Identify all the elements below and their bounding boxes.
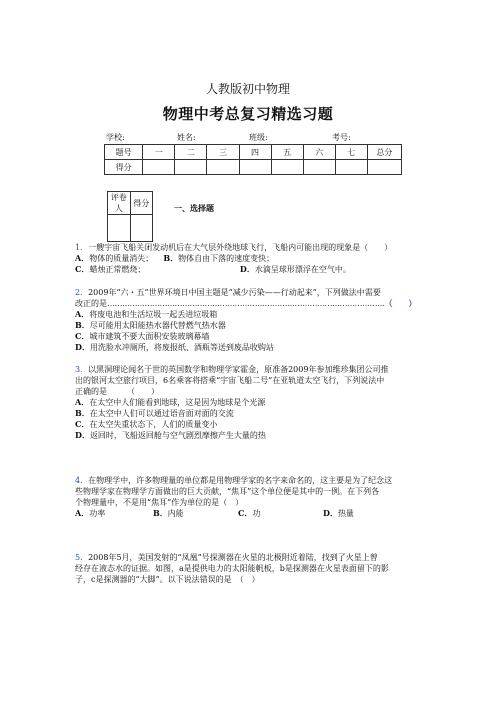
option-b[interactable]: B．在太空中人们可以通过语音面对面的交流 <box>75 408 234 418</box>
question-stem: 2．2009年“六・五”世界环境日中国主题是“减少污染——行动起来”，下列做法中需要 <box>75 288 381 297</box>
option-a[interactable]: A．将废电池和生活垃圾一起丢进垃圾箱 <box>75 309 218 319</box>
score-input-cell[interactable] <box>143 160 175 175</box>
score-input-cell[interactable] <box>303 160 335 175</box>
option-row <box>75 508 420 519</box>
option-b[interactable]: B．物体自由下落的速度变快； <box>163 253 275 263</box>
option-b[interactable]: B．内能 <box>153 508 184 518</box>
option-a[interactable]: A．物体的质量消失； <box>75 253 154 263</box>
student-info-row <box>106 132 406 144</box>
score-table-cell: 一 <box>143 145 175 160</box>
option-c[interactable]: C．城市建筑不要大面积安装玻璃幕墙 <box>75 331 210 341</box>
score-table-cell: 三 <box>207 145 239 160</box>
score-table-cell: 得分 <box>105 160 143 175</box>
grader-score-label: 得分 <box>130 192 153 215</box>
option-c[interactable]: C．功 <box>238 508 261 518</box>
class-label: 班级: <box>249 133 268 142</box>
option-d[interactable]: D．用洗脸水冲厕所，将废报纸、酒瓶等送到废品收购站 <box>75 342 274 352</box>
question-stem: 1．一艘宇宙飞船关闭发动机后在大气层外绕地球飞行，飞船内可能出现的现象是（ ） <box>75 243 393 252</box>
option-d[interactable]: D．热量 <box>323 508 354 518</box>
score-table-cell: 题号 <box>105 145 143 160</box>
score-table-header-row <box>105 145 402 160</box>
score-input-cell[interactable] <box>175 160 207 175</box>
question-1 <box>75 242 420 275</box>
option-d[interactable]: D．返回时，飞船返回舱与空气剧烈摩擦产生大量的热 <box>75 430 266 440</box>
question-stem-cont: 些物理学家在物理学方面做出的巨大贡献，“焦耳”这个单位便是其中的一例。在下列各 <box>75 487 380 496</box>
score-input-cell[interactable] <box>207 160 239 175</box>
question-stem-cont: 经存在液态水的证据。如图，a是提供电力的太阳能帆板，b是探测器在火星表面留下的影 <box>75 564 389 573</box>
grader-input-cell[interactable] <box>108 215 131 242</box>
grader-label: 评卷人 <box>108 192 131 215</box>
exam-number-label: 考号: <box>332 133 351 142</box>
option-row <box>75 264 420 275</box>
question-stem-cont: 出的银河太空旅行项目，6名乘客将搭乘“宇宙飞船二号”在亚轨道太空飞行，下列说法中 <box>75 376 385 385</box>
section-heading: 一、选择题 <box>174 203 214 213</box>
question-stem: 3．以黑洞理论闻名于世的英国数学和物理学家霍金，原准备2009年参加维珍集团公司推 <box>75 365 389 374</box>
question-4 <box>75 475 420 519</box>
school-label: 学校: <box>106 133 125 142</box>
question-stem-cont: 正确的是 （ ） <box>75 387 159 396</box>
question-2 <box>75 287 420 353</box>
option-a[interactable]: A．在太空中人们能看到地球，这是因为地球是个光源 <box>75 397 266 407</box>
question-stem: 4．在物理学中，许多物理量的单位都是用物理学家的名字来命名的，这主要是为了纪念这 <box>75 476 393 485</box>
question-stem-cont: 子，c是探测器的“大脚”。以下说法错误的是 （ ） <box>75 575 260 584</box>
document-title: 物理中考总复习精选习题 <box>162 105 334 123</box>
score-table-score-row <box>105 160 402 175</box>
score-table <box>104 144 402 175</box>
leader-dots: ………………………………………………………………………………………………… <box>107 299 385 308</box>
document-subtitle: 人教版初中物理 <box>205 82 290 96</box>
score-table-cell: 二 <box>175 145 207 160</box>
score-table-cell: 五 <box>271 145 303 160</box>
name-label: 姓名: <box>177 133 196 142</box>
question-stem-cont: 改正的是…………………………………………………………………………………………………（ ） <box>75 298 417 308</box>
score-table-cell: 四 <box>239 145 271 160</box>
option-a[interactable]: A．功率 <box>75 508 106 518</box>
grader-score-input-cell[interactable] <box>130 215 153 242</box>
question-stem: 5．2008年5月，美国发射的“凤凰”号探测器在火星的北极附近着陆，找到了火星上曾 <box>75 553 378 562</box>
score-table-cell: 七 <box>335 145 367 160</box>
score-table-cell: 总分 <box>367 145 401 160</box>
score-table-cell: 六 <box>303 145 335 160</box>
option-d[interactable]: D．水滴呈球形漂浮在空气中。 <box>239 264 351 274</box>
question-5 <box>75 552 420 585</box>
option-c[interactable]: C．蜡烛正常燃烧； <box>75 264 146 274</box>
option-c[interactable]: C．在太空失重状态下，人们的质量变小 <box>75 419 218 429</box>
score-input-cell[interactable] <box>367 160 401 175</box>
score-input-cell[interactable] <box>335 160 367 175</box>
option-b[interactable]: B．尽可能用太阳能热水器代替燃气热水器 <box>75 320 226 330</box>
score-input-cell[interactable] <box>239 160 271 175</box>
question-stem-cont: 个物理量中，不是用“焦耳”作为单位的是（ ） <box>75 498 244 507</box>
option-row <box>75 253 420 264</box>
score-input-cell[interactable] <box>271 160 303 175</box>
grader-table <box>107 191 153 242</box>
question-3 <box>75 364 420 441</box>
